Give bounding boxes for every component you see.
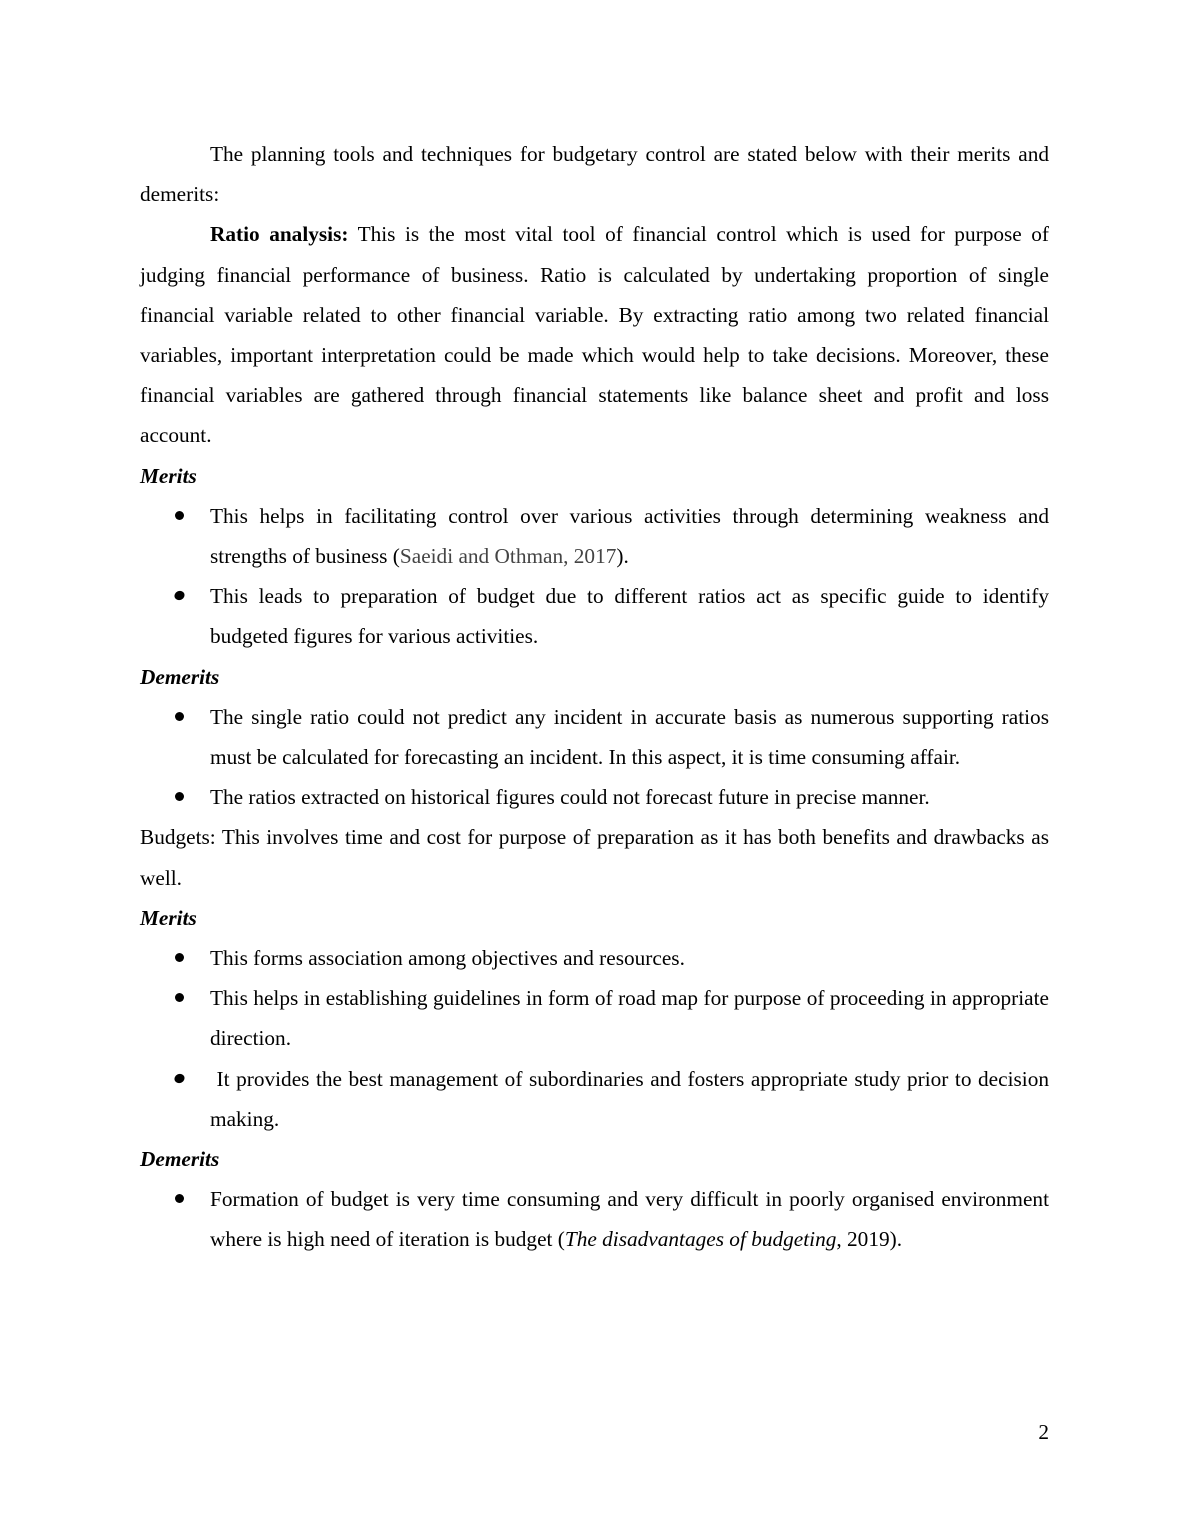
bullet-icon: [175, 792, 184, 801]
list-item: This leads to preparation of budget due to different ratios act as specific guide to identify budgeted figures for various activities.: [140, 576, 1049, 656]
ratio-merits-list: [140, 496, 1049, 657]
citation: Saeidi and Othman, 2017: [399, 544, 617, 569]
budgets-paragraph: Budgets: This involves time and cost for purpose of preparation as it has both benefits and drawbacks as well.: [140, 825, 1049, 890]
list-item: This helps in facilitating control over various activities through determining weakness and strengths of business (Saeidi and Othman, 2017).: [140, 496, 1049, 576]
intro-paragraph: The planning tools and techniques for budgetary control are stated below with their merits and demerits:: [140, 142, 1049, 207]
citation: The disadvantages of budgeting: [564, 1227, 837, 1252]
budgets-demerits-list: [140, 1179, 1049, 1259]
bullet-icon: [175, 712, 184, 721]
document-body: [140, 134, 1055, 1260]
bullet-icon: [173, 1072, 186, 1085]
bullet-icon: [175, 511, 184, 520]
ratio-demerits-list: [140, 697, 1049, 818]
ratio-analysis-paragraph: [140, 214, 1049, 455]
list-item: It provides the best management of subordinaries and fosters appropriate study prior to decision making.: [140, 1059, 1049, 1139]
list-item: This forms association among objectives and resources.: [140, 938, 1049, 978]
list-item: The ratios extracted on historical figures could not forecast future in precise manner.: [140, 777, 1049, 817]
ratio-analysis-label: Ratio analysis:: [210, 222, 349, 247]
bullet-icon: [173, 589, 186, 602]
bullet-icon: [175, 1194, 184, 1203]
ratio-analysis-text: This is the most vital tool of financial control which is used for purpose of judging financial performance of business. Ratio is calculated by undertaking proportion of single financial variable related to other financial variable. By extracting ratio among two related financial variables, important interpretation could be made which would help to take decisions. Moreover, these financial variables are gathered through financial statements like balance sheet and profit and loss account.: [140, 222, 1049, 448]
ratio-demerits-heading: Demerits: [140, 664, 220, 689]
budgets-merits-heading: Merits: [140, 905, 197, 930]
list-item: The single ratio could not predict any incident in accurate basis as numerous supporting ratios must be calculated for forecasting an incident. In this aspect, it is time consuming affair.: [140, 697, 1049, 777]
budgets-demerits-heading: Demerits: [140, 1147, 220, 1172]
budgets-merits-list: [140, 938, 1055, 1139]
list-item: Formation of budget is very time consuming and very difficult in poorly organised environment where is high need of iteration is budget (The disadvantages of budgeting, 2019).: [140, 1179, 1049, 1259]
ratio-merits-heading: Merits: [140, 463, 197, 488]
list-item: This helps in establishing guidelines in form of road map for purpose of proceeding in appropriate direction.: [140, 978, 1049, 1058]
page-number: 2: [1038, 1420, 1049, 1444]
bullet-icon: [175, 953, 184, 962]
bullet-icon: [175, 993, 184, 1002]
